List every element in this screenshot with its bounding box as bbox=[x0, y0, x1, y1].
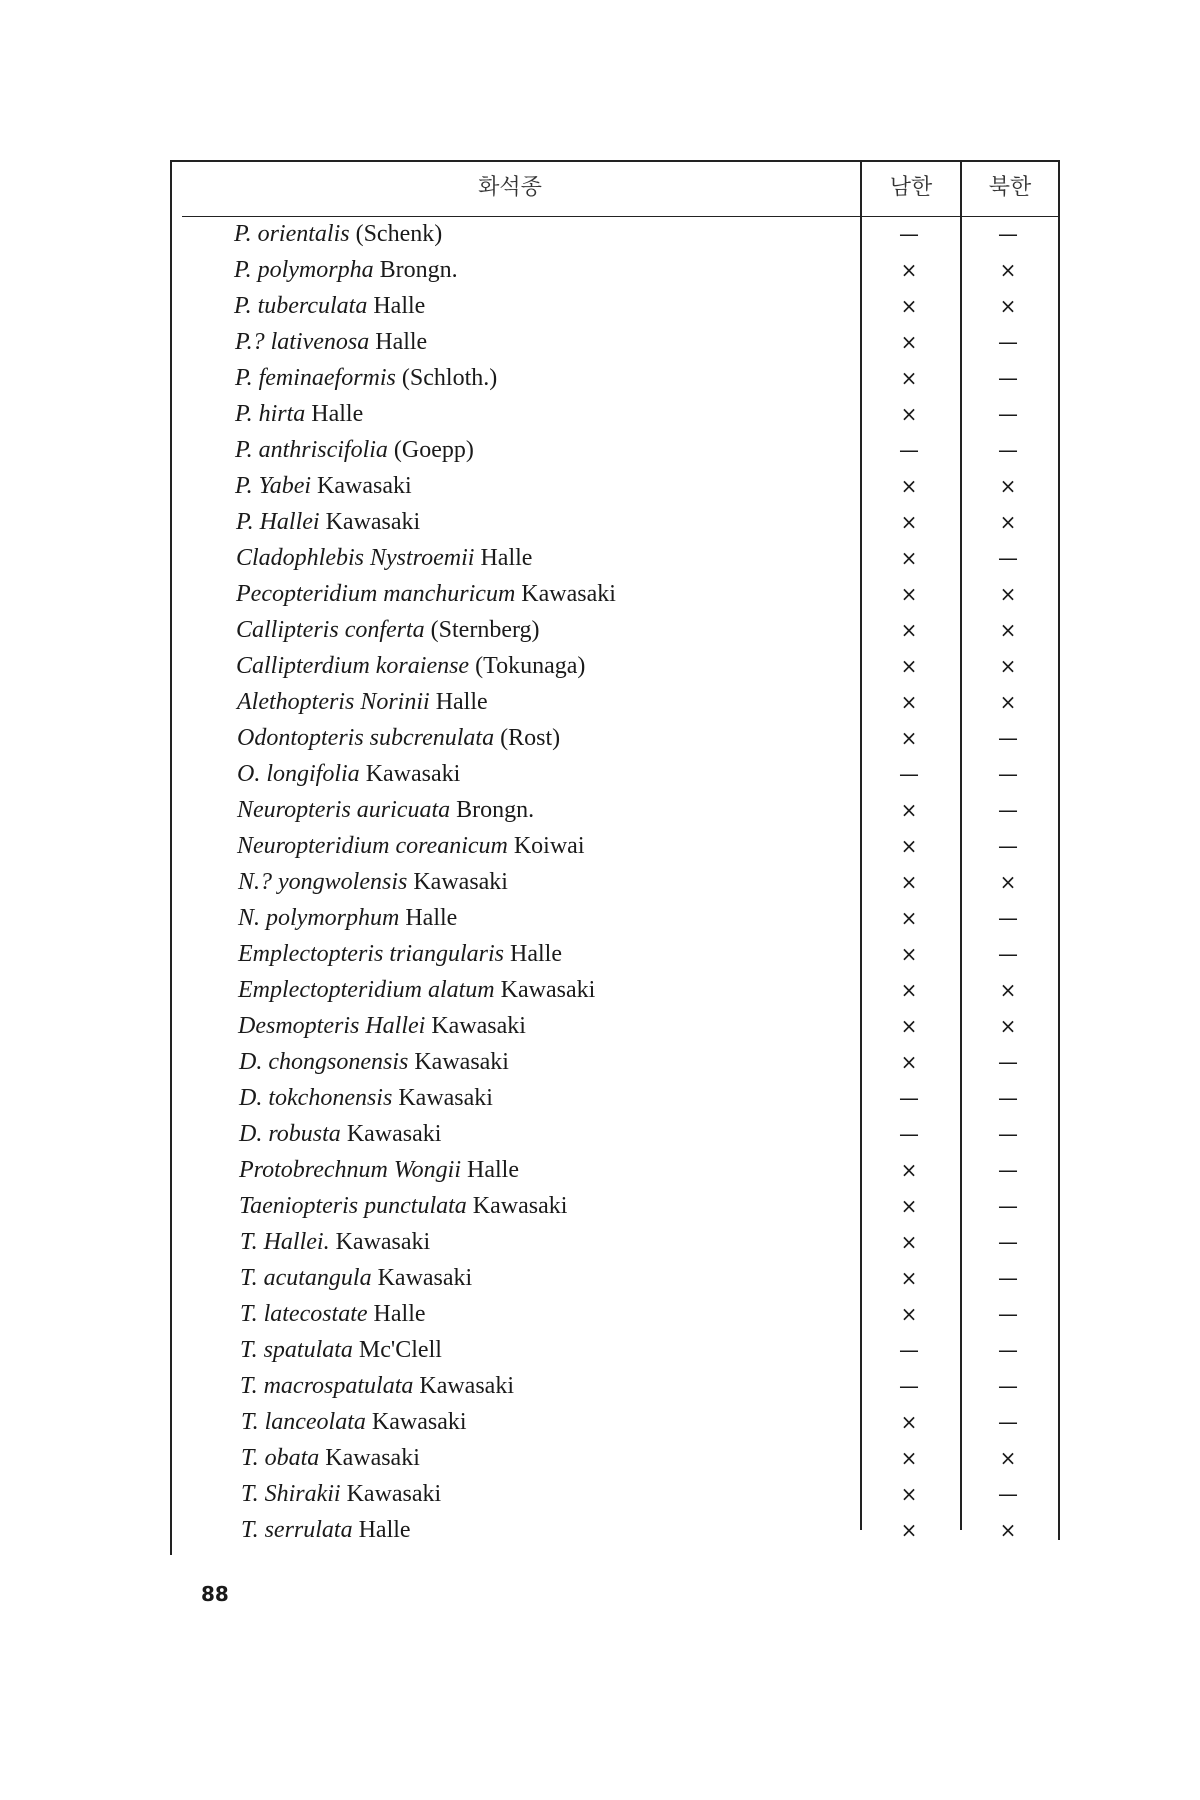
table-row bbox=[170, 972, 1060, 1008]
south-korea-mark: × bbox=[900, 1410, 918, 1434]
genus: P. bbox=[234, 293, 252, 319]
author: (Goepp) bbox=[393, 437, 474, 463]
north-korea-mark: — bbox=[998, 726, 1018, 750]
table-row bbox=[170, 612, 1060, 648]
author: Halle bbox=[510, 941, 562, 967]
table-row bbox=[170, 324, 1060, 360]
header-north-korea: 북한 bbox=[988, 175, 1032, 200]
north-korea-mark: × bbox=[999, 258, 1017, 282]
author: Halle bbox=[405, 905, 458, 931]
author: Halle bbox=[358, 1517, 411, 1543]
north-korea-mark: × bbox=[999, 474, 1017, 498]
table-row bbox=[170, 684, 1060, 720]
species-name bbox=[240, 1296, 426, 1332]
table-row bbox=[170, 1152, 1060, 1188]
north-korea-mark: × bbox=[999, 294, 1017, 318]
south-korea-mark: × bbox=[900, 294, 918, 318]
north-korea-mark: × bbox=[999, 1446, 1017, 1470]
table-row bbox=[170, 1512, 1060, 1548]
south-korea-mark: — bbox=[899, 1086, 919, 1110]
species-epithet: longifolia bbox=[266, 761, 360, 787]
table-row bbox=[170, 396, 1060, 432]
species-epithet: hirta bbox=[258, 401, 306, 427]
species-epithet: conferta bbox=[344, 617, 425, 643]
author: Halle bbox=[311, 401, 364, 427]
table-row bbox=[170, 756, 1060, 792]
author: (Sternberg) bbox=[430, 617, 540, 643]
genus: P.? bbox=[235, 329, 265, 355]
genus: P. bbox=[235, 473, 253, 499]
species-epithet: koraiense bbox=[375, 653, 470, 679]
north-korea-mark: — bbox=[998, 1194, 1018, 1218]
genus: T. bbox=[241, 1445, 259, 1471]
genus: P. bbox=[235, 365, 253, 391]
north-korea-mark: — bbox=[998, 834, 1018, 858]
species-epithet: spatulata bbox=[263, 1337, 353, 1363]
author: (Schenk) bbox=[355, 221, 443, 247]
table-row bbox=[170, 1476, 1060, 1512]
table-row bbox=[170, 1296, 1060, 1332]
south-korea-mark: × bbox=[900, 942, 918, 966]
species-name bbox=[238, 972, 595, 1008]
north-korea-mark: — bbox=[998, 762, 1018, 786]
author: Kawasaki bbox=[419, 1373, 514, 1399]
species-name bbox=[238, 864, 508, 900]
species-name bbox=[238, 936, 562, 972]
species-name bbox=[240, 1332, 442, 1368]
north-korea-mark: × bbox=[999, 1518, 1017, 1542]
south-korea-mark: × bbox=[900, 1158, 918, 1182]
south-korea-mark: — bbox=[899, 1122, 919, 1146]
species-name bbox=[238, 900, 457, 936]
north-korea-mark: — bbox=[998, 366, 1018, 390]
species-epithet: triangularis bbox=[389, 941, 505, 967]
species-name bbox=[235, 360, 497, 396]
table-row bbox=[170, 468, 1060, 504]
table-row bbox=[170, 360, 1060, 396]
table-row bbox=[170, 432, 1060, 468]
author: Halle bbox=[375, 329, 428, 355]
genus: Callipterdium bbox=[236, 653, 370, 679]
south-korea-mark: × bbox=[900, 510, 918, 534]
north-korea-mark: — bbox=[998, 1230, 1018, 1254]
south-korea-mark: — bbox=[899, 762, 919, 786]
species-name bbox=[240, 1368, 514, 1404]
genus: Pecopteridium bbox=[236, 581, 378, 607]
south-korea-mark: — bbox=[899, 1338, 919, 1362]
north-korea-mark: — bbox=[998, 1266, 1018, 1290]
author: Kawasaki bbox=[335, 1229, 431, 1255]
author: Kawasaki bbox=[500, 977, 596, 1003]
north-korea-mark: — bbox=[998, 798, 1018, 822]
species-epithet: Yabei bbox=[258, 473, 312, 499]
south-korea-mark: × bbox=[900, 618, 918, 642]
south-korea-mark: × bbox=[900, 906, 918, 930]
species-epithet: anthriscifolia bbox=[258, 437, 388, 463]
north-korea-mark: — bbox=[998, 222, 1018, 246]
south-korea-mark: × bbox=[900, 366, 918, 390]
table-row bbox=[170, 1332, 1060, 1368]
species-name bbox=[234, 216, 442, 252]
south-korea-mark: × bbox=[900, 258, 918, 282]
species-epithet: Hallei. bbox=[263, 1229, 330, 1255]
species-epithet: polymorpha bbox=[257, 257, 374, 283]
species-epithet: polymorphum bbox=[266, 905, 400, 931]
genus: D. bbox=[239, 1085, 263, 1111]
author: Kawasaki bbox=[413, 869, 508, 895]
species-epithet: Hallei bbox=[259, 509, 320, 535]
genus: P. bbox=[235, 437, 253, 463]
north-korea-mark: × bbox=[999, 582, 1017, 606]
table-row bbox=[170, 792, 1060, 828]
genus: D. bbox=[239, 1049, 263, 1075]
species-name bbox=[241, 1476, 441, 1512]
author: Mc'Clell bbox=[358, 1337, 442, 1363]
table-row bbox=[170, 1116, 1060, 1152]
author: Brongn. bbox=[456, 797, 535, 823]
header-species: 화석종 bbox=[478, 175, 542, 200]
species-epithet: acutangula bbox=[263, 1265, 372, 1291]
north-korea-mark: — bbox=[998, 1050, 1018, 1074]
species-epithet: feminaeformis bbox=[258, 365, 396, 391]
table-row bbox=[170, 936, 1060, 972]
species-name bbox=[240, 1260, 472, 1296]
table-row bbox=[170, 1080, 1060, 1116]
species-epithet: macrospatulata bbox=[263, 1373, 414, 1399]
south-korea-mark: × bbox=[900, 474, 918, 498]
north-korea-mark: — bbox=[998, 1338, 1018, 1362]
species-name bbox=[234, 252, 458, 288]
south-korea-mark: × bbox=[900, 798, 918, 822]
south-korea-mark: × bbox=[900, 1194, 918, 1218]
north-korea-mark: — bbox=[998, 330, 1018, 354]
species-name bbox=[237, 720, 560, 756]
south-korea-mark: × bbox=[900, 330, 918, 354]
species-name bbox=[235, 324, 427, 360]
table-row bbox=[170, 1044, 1060, 1080]
genus: Emplectopteris bbox=[238, 941, 384, 967]
table-row bbox=[170, 1440, 1060, 1476]
north-korea-mark: × bbox=[999, 654, 1017, 678]
south-korea-mark: × bbox=[900, 1482, 918, 1506]
table-row bbox=[170, 1260, 1060, 1296]
south-korea-mark: × bbox=[900, 1518, 918, 1542]
south-korea-mark: × bbox=[900, 1230, 918, 1254]
genus: P. bbox=[235, 401, 253, 427]
author: Kawasaki bbox=[371, 1409, 467, 1435]
genus: D. bbox=[239, 1121, 263, 1147]
table-row bbox=[170, 828, 1060, 864]
table-row bbox=[170, 720, 1060, 756]
south-korea-mark: × bbox=[900, 870, 918, 894]
genus: P. bbox=[234, 257, 252, 283]
species-epithet: tokchonensis bbox=[268, 1085, 393, 1111]
species-epithet: Norinii bbox=[360, 689, 430, 715]
author: Kawasaki bbox=[317, 473, 412, 499]
species-name bbox=[237, 684, 488, 720]
table-row bbox=[170, 1008, 1060, 1044]
north-korea-mark: — bbox=[998, 1374, 1018, 1398]
genus: Neuropteridium bbox=[237, 833, 390, 859]
species-name bbox=[239, 1152, 519, 1188]
genus: T. bbox=[241, 1409, 259, 1435]
table-row bbox=[170, 1224, 1060, 1260]
species-name bbox=[240, 1224, 430, 1260]
table-row bbox=[170, 540, 1060, 576]
south-korea-mark: × bbox=[900, 1050, 918, 1074]
species-name bbox=[239, 1044, 509, 1080]
author: Kawasaki bbox=[325, 1445, 420, 1471]
genus: N.? bbox=[238, 869, 273, 895]
species-epithet: robusta bbox=[268, 1121, 341, 1147]
north-korea-mark: — bbox=[998, 1410, 1018, 1434]
north-korea-mark: — bbox=[998, 1302, 1018, 1326]
fossil-species-table bbox=[170, 160, 1060, 1555]
genus: O. bbox=[237, 761, 261, 787]
south-korea-mark: × bbox=[900, 546, 918, 570]
table-row bbox=[170, 1404, 1060, 1440]
author: Brongn. bbox=[379, 257, 458, 283]
table-row bbox=[170, 504, 1060, 540]
page-number: 88 bbox=[201, 1582, 229, 1606]
header-south-korea: 남한 bbox=[889, 175, 933, 200]
north-korea-mark: — bbox=[998, 546, 1018, 570]
species-epithet: auricuata bbox=[356, 797, 451, 823]
north-korea-mark: — bbox=[998, 402, 1018, 426]
species-epithet: lanceolata bbox=[264, 1409, 366, 1435]
genus: P. bbox=[234, 221, 252, 247]
table-row bbox=[170, 900, 1060, 936]
table-row bbox=[170, 576, 1060, 612]
species-epithet: manchuricum bbox=[383, 581, 516, 607]
species-name bbox=[237, 792, 534, 828]
genus: Alethopteris bbox=[237, 689, 355, 715]
species-name bbox=[235, 468, 412, 504]
south-korea-mark: × bbox=[900, 1302, 918, 1326]
south-korea-mark: — bbox=[899, 1374, 919, 1398]
north-korea-mark: — bbox=[998, 1122, 1018, 1146]
table-header bbox=[170, 160, 1060, 216]
species-name bbox=[235, 432, 474, 468]
author: Kawasaki bbox=[325, 509, 421, 535]
species-name bbox=[239, 1188, 567, 1224]
species-name bbox=[241, 1404, 467, 1440]
species-epithet: orientalis bbox=[257, 221, 350, 247]
genus: Emplectopteridium bbox=[238, 977, 422, 1003]
north-korea-mark: × bbox=[999, 618, 1017, 642]
north-korea-mark: × bbox=[999, 978, 1017, 1002]
genus: T. bbox=[241, 1517, 259, 1543]
south-korea-mark: — bbox=[899, 438, 919, 462]
species-epithet: tuberculata bbox=[257, 293, 368, 319]
author: Kawasaki bbox=[346, 1481, 442, 1507]
species-name bbox=[235, 396, 363, 432]
species-name bbox=[241, 1440, 420, 1476]
genus: T. bbox=[240, 1337, 258, 1363]
author: Halle bbox=[373, 1301, 426, 1327]
table-row bbox=[170, 252, 1060, 288]
north-korea-mark: × bbox=[999, 870, 1017, 894]
north-korea-mark: × bbox=[999, 510, 1017, 534]
south-korea-mark: — bbox=[899, 222, 919, 246]
species-epithet: subcrenulata bbox=[369, 725, 495, 751]
species-epithet: Shirakii bbox=[264, 1481, 341, 1507]
species-name bbox=[236, 540, 532, 576]
species-epithet: punctulata bbox=[364, 1193, 467, 1219]
species-name bbox=[241, 1512, 411, 1548]
south-korea-mark: × bbox=[900, 402, 918, 426]
species-name bbox=[238, 1008, 526, 1044]
author: Halle bbox=[435, 689, 488, 715]
species-epithet: Nystroemii bbox=[370, 545, 475, 571]
south-korea-mark: × bbox=[900, 582, 918, 606]
species-name bbox=[236, 504, 420, 540]
table-row bbox=[170, 216, 1060, 252]
south-korea-mark: × bbox=[900, 1014, 918, 1038]
author: Koiwai bbox=[513, 833, 585, 859]
north-korea-mark: × bbox=[999, 1014, 1017, 1038]
table-row bbox=[170, 1188, 1060, 1224]
genus: Neuropteris bbox=[237, 797, 351, 823]
south-korea-mark: × bbox=[900, 654, 918, 678]
genus: T. bbox=[240, 1301, 258, 1327]
species-name bbox=[234, 288, 425, 324]
genus: Callipteris bbox=[236, 617, 339, 643]
author: Kawasaki bbox=[377, 1265, 473, 1291]
species-epithet: yongwolensis bbox=[278, 869, 408, 895]
species-epithet: alatum bbox=[427, 977, 495, 1003]
south-korea-mark: × bbox=[900, 1266, 918, 1290]
south-korea-mark: × bbox=[900, 834, 918, 858]
genus: Cladophlebis bbox=[236, 545, 365, 571]
south-korea-mark: × bbox=[900, 978, 918, 1002]
author: Kawasaki bbox=[431, 1013, 526, 1039]
south-korea-mark: × bbox=[900, 726, 918, 750]
species-epithet: Hallei bbox=[365, 1013, 426, 1039]
author: (Tokunaga) bbox=[475, 653, 586, 679]
table-row bbox=[170, 864, 1060, 900]
table-row bbox=[170, 648, 1060, 684]
north-korea-mark: — bbox=[998, 438, 1018, 462]
author: Halle bbox=[373, 293, 426, 319]
north-korea-mark: — bbox=[998, 1482, 1018, 1506]
author: Halle bbox=[480, 545, 533, 571]
table-row bbox=[170, 288, 1060, 324]
species-name bbox=[237, 828, 585, 864]
species-name bbox=[239, 1080, 493, 1116]
north-korea-mark: — bbox=[998, 1158, 1018, 1182]
species-name bbox=[239, 1116, 441, 1152]
species-epithet: serrulata bbox=[264, 1517, 353, 1543]
south-korea-mark: × bbox=[900, 690, 918, 714]
genus: Odontopteris bbox=[237, 725, 364, 751]
species-name bbox=[236, 612, 540, 648]
species-epithet: lativenosa bbox=[270, 329, 370, 355]
genus: P. bbox=[236, 509, 254, 535]
author: Kawasaki bbox=[414, 1049, 509, 1075]
author: Kawasaki bbox=[365, 761, 461, 787]
genus: Taeniopteris bbox=[239, 1193, 359, 1219]
author: Kawasaki bbox=[398, 1085, 493, 1111]
genus: T. bbox=[240, 1229, 258, 1255]
author: Kawasaki bbox=[472, 1193, 568, 1219]
north-korea-mark: — bbox=[998, 942, 1018, 966]
north-korea-mark: — bbox=[998, 1086, 1018, 1110]
genus: T. bbox=[240, 1265, 258, 1291]
species-name bbox=[237, 756, 460, 792]
species-epithet: obata bbox=[264, 1445, 320, 1471]
author: Kawasaki bbox=[346, 1121, 442, 1147]
north-korea-mark: × bbox=[999, 690, 1017, 714]
species-epithet: latecostate bbox=[263, 1301, 368, 1327]
species-name bbox=[236, 648, 585, 684]
species-name bbox=[236, 576, 616, 612]
genus: Desmopteris bbox=[238, 1013, 360, 1039]
genus: T. bbox=[241, 1481, 259, 1507]
species-epithet: chongsonensis bbox=[268, 1049, 409, 1075]
genus: T. bbox=[240, 1373, 258, 1399]
author: (Rost) bbox=[500, 725, 561, 751]
species-epithet: Wongii bbox=[393, 1157, 461, 1183]
author: (Schloth.) bbox=[401, 365, 498, 391]
genus: N. bbox=[238, 905, 261, 931]
south-korea-mark: × bbox=[900, 1446, 918, 1470]
author: Halle bbox=[467, 1157, 519, 1183]
species-epithet: coreanicum bbox=[395, 833, 508, 859]
table-row bbox=[170, 1368, 1060, 1404]
genus: Protobrechnum bbox=[239, 1157, 388, 1183]
north-korea-mark: — bbox=[998, 906, 1018, 930]
author: Kawasaki bbox=[521, 581, 616, 607]
